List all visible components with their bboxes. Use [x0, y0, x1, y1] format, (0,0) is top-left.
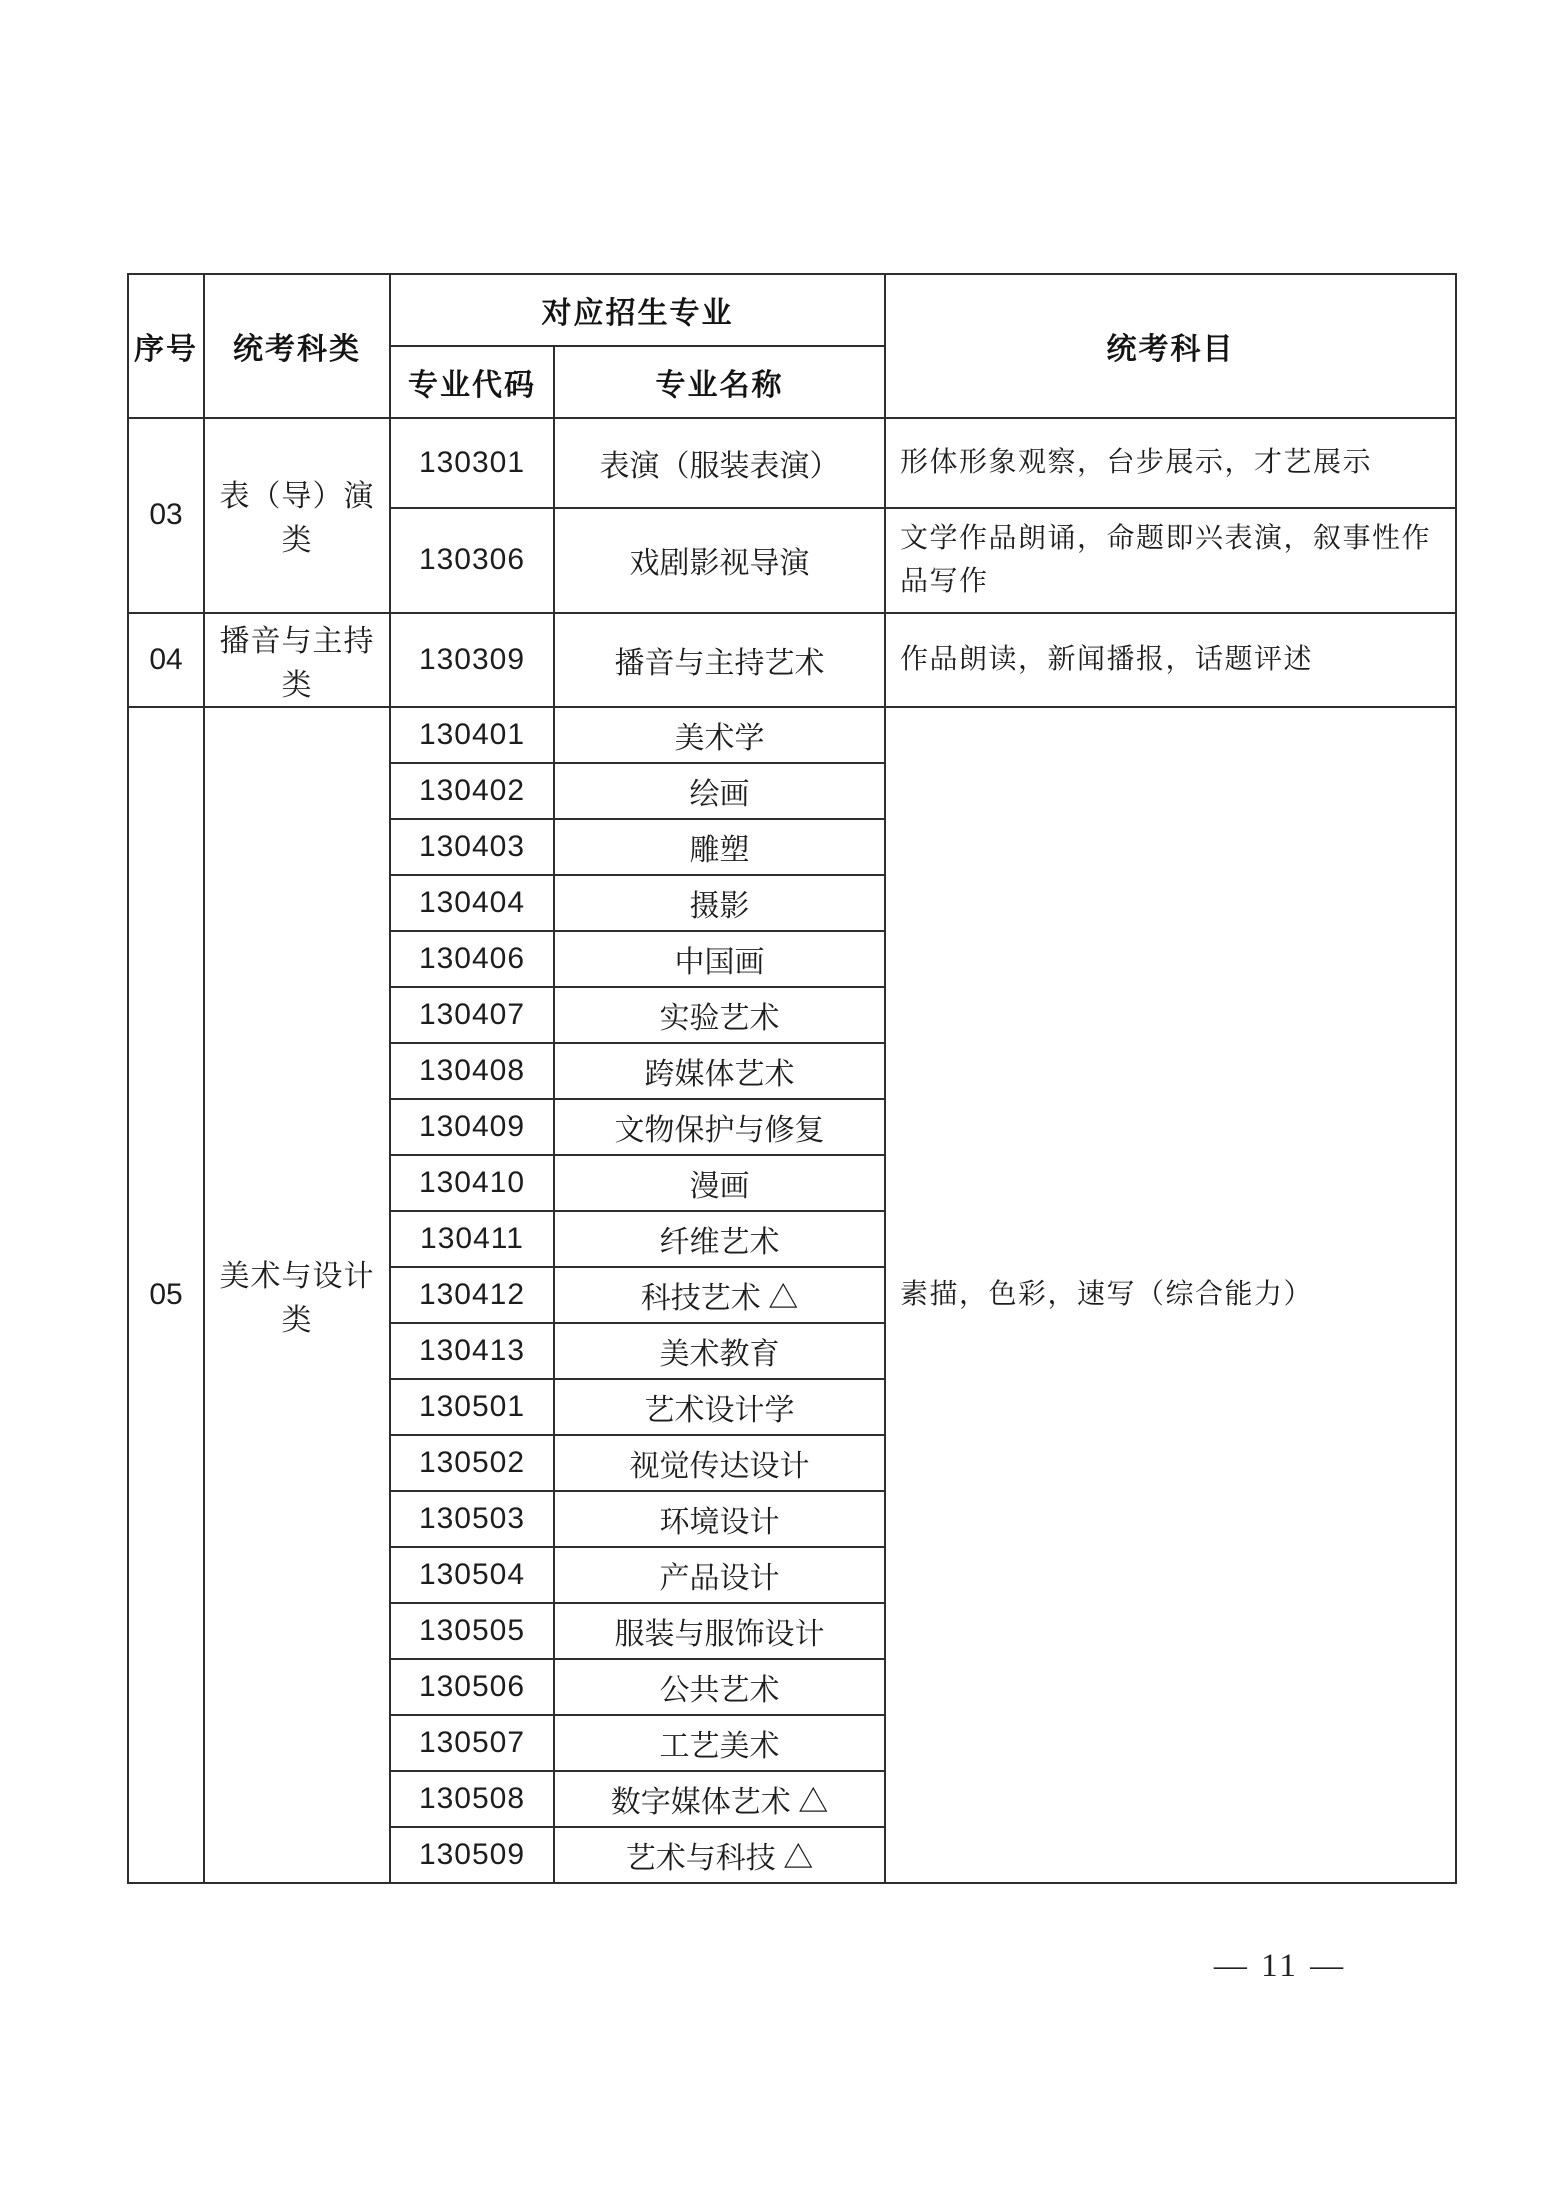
major-code-cell: 130406 [390, 931, 554, 987]
major-code-cell: 130309 [390, 613, 554, 707]
major-code-cell: 130503 [390, 1491, 554, 1547]
major-code-cell: 130502 [390, 1435, 554, 1491]
category-cell: 表（导）演类 [204, 418, 390, 613]
major-code-cell: 130507 [390, 1715, 554, 1771]
major-code-cell: 130506 [390, 1659, 554, 1715]
table-row [128, 418, 1456, 508]
category-cell: 美术与设计类 [204, 707, 390, 1883]
major-name-cell: 播音与主持艺术 [554, 613, 885, 707]
major-name-cell: 中国画 [554, 931, 885, 987]
major-name-cell: 艺术与科技 △ [554, 1827, 885, 1883]
major-name-cell: 表演（服装表演） [554, 418, 885, 508]
major-code-cell: 130410 [390, 1155, 554, 1211]
major-name-cell: 纤维艺术 [554, 1211, 885, 1267]
major-name-cell: 摄影 [554, 875, 885, 931]
major-code-cell: 130412 [390, 1267, 554, 1323]
major-code-cell: 130401 [390, 707, 554, 763]
major-name-cell: 视觉传达设计 [554, 1435, 885, 1491]
major-name-cell: 漫画 [554, 1155, 885, 1211]
major-name-cell: 雕塑 [554, 819, 885, 875]
page-number: — 11 — [1213, 1948, 1347, 1984]
subjects-cell: 文学作品朗诵，命题即兴表演，叙事性作品写作 [885, 508, 1456, 613]
major-code-cell: 130408 [390, 1043, 554, 1099]
subjects-cell: 素描，色彩，速写（综合能力） [885, 707, 1456, 1883]
major-name-cell: 艺术设计学 [554, 1379, 885, 1435]
major-name-cell: 美术教育 [554, 1323, 885, 1379]
major-name-cell: 跨媒体艺术 [554, 1043, 885, 1099]
major-name-cell: 环境设计 [554, 1491, 885, 1547]
seq-cell: 05 [128, 707, 204, 1883]
major-name-cell: 文物保护与修复 [554, 1099, 885, 1155]
header-subjects: 统考科目 [885, 274, 1456, 418]
subjects-cell: 作品朗读，新闻播报，话题评述 [885, 613, 1456, 707]
major-code-cell: 130306 [390, 508, 554, 613]
header-category: 统考科类 [204, 274, 390, 418]
subjects-cell: 形体形象观察，台步展示，才艺展示 [885, 418, 1456, 508]
seq-cell: 04 [128, 613, 204, 707]
major-name-cell: 美术学 [554, 707, 885, 763]
major-code-cell: 130404 [390, 875, 554, 931]
major-code-cell: 130403 [390, 819, 554, 875]
table-row [128, 613, 1456, 707]
major-name-cell: 科技艺术 △ [554, 1267, 885, 1323]
table-header-row-1 [128, 274, 1456, 346]
major-name-cell: 服装与服饰设计 [554, 1603, 885, 1659]
seq-cell: 03 [128, 418, 204, 613]
major-code-cell: 130402 [390, 763, 554, 819]
major-name-cell: 产品设计 [554, 1547, 885, 1603]
major-name-cell: 绘画 [554, 763, 885, 819]
table-row [128, 707, 1456, 763]
major-code-cell: 130409 [390, 1099, 554, 1155]
header-major-name: 专业名称 [554, 346, 885, 418]
major-code-cell: 130508 [390, 1771, 554, 1827]
major-name-cell: 实验艺术 [554, 987, 885, 1043]
major-code-cell: 130413 [390, 1323, 554, 1379]
major-code-cell: 130504 [390, 1547, 554, 1603]
header-seq: 序号 [128, 274, 204, 418]
major-code-cell: 130509 [390, 1827, 554, 1883]
header-major-group: 对应招生专业 [390, 274, 885, 346]
major-code-cell: 130501 [390, 1379, 554, 1435]
category-cell: 播音与主持类 [204, 613, 390, 707]
exam-category-table [127, 273, 1457, 1884]
header-major-code: 专业代码 [390, 346, 554, 418]
major-code-cell: 130301 [390, 418, 554, 508]
major-name-cell: 公共艺术 [554, 1659, 885, 1715]
major-code-cell: 130407 [390, 987, 554, 1043]
major-code-cell: 130505 [390, 1603, 554, 1659]
major-name-cell: 工艺美术 [554, 1715, 885, 1771]
major-name-cell: 数字媒体艺术 △ [554, 1771, 885, 1827]
major-code-cell: 130411 [390, 1211, 554, 1267]
major-name-cell: 戏剧影视导演 [554, 508, 885, 613]
